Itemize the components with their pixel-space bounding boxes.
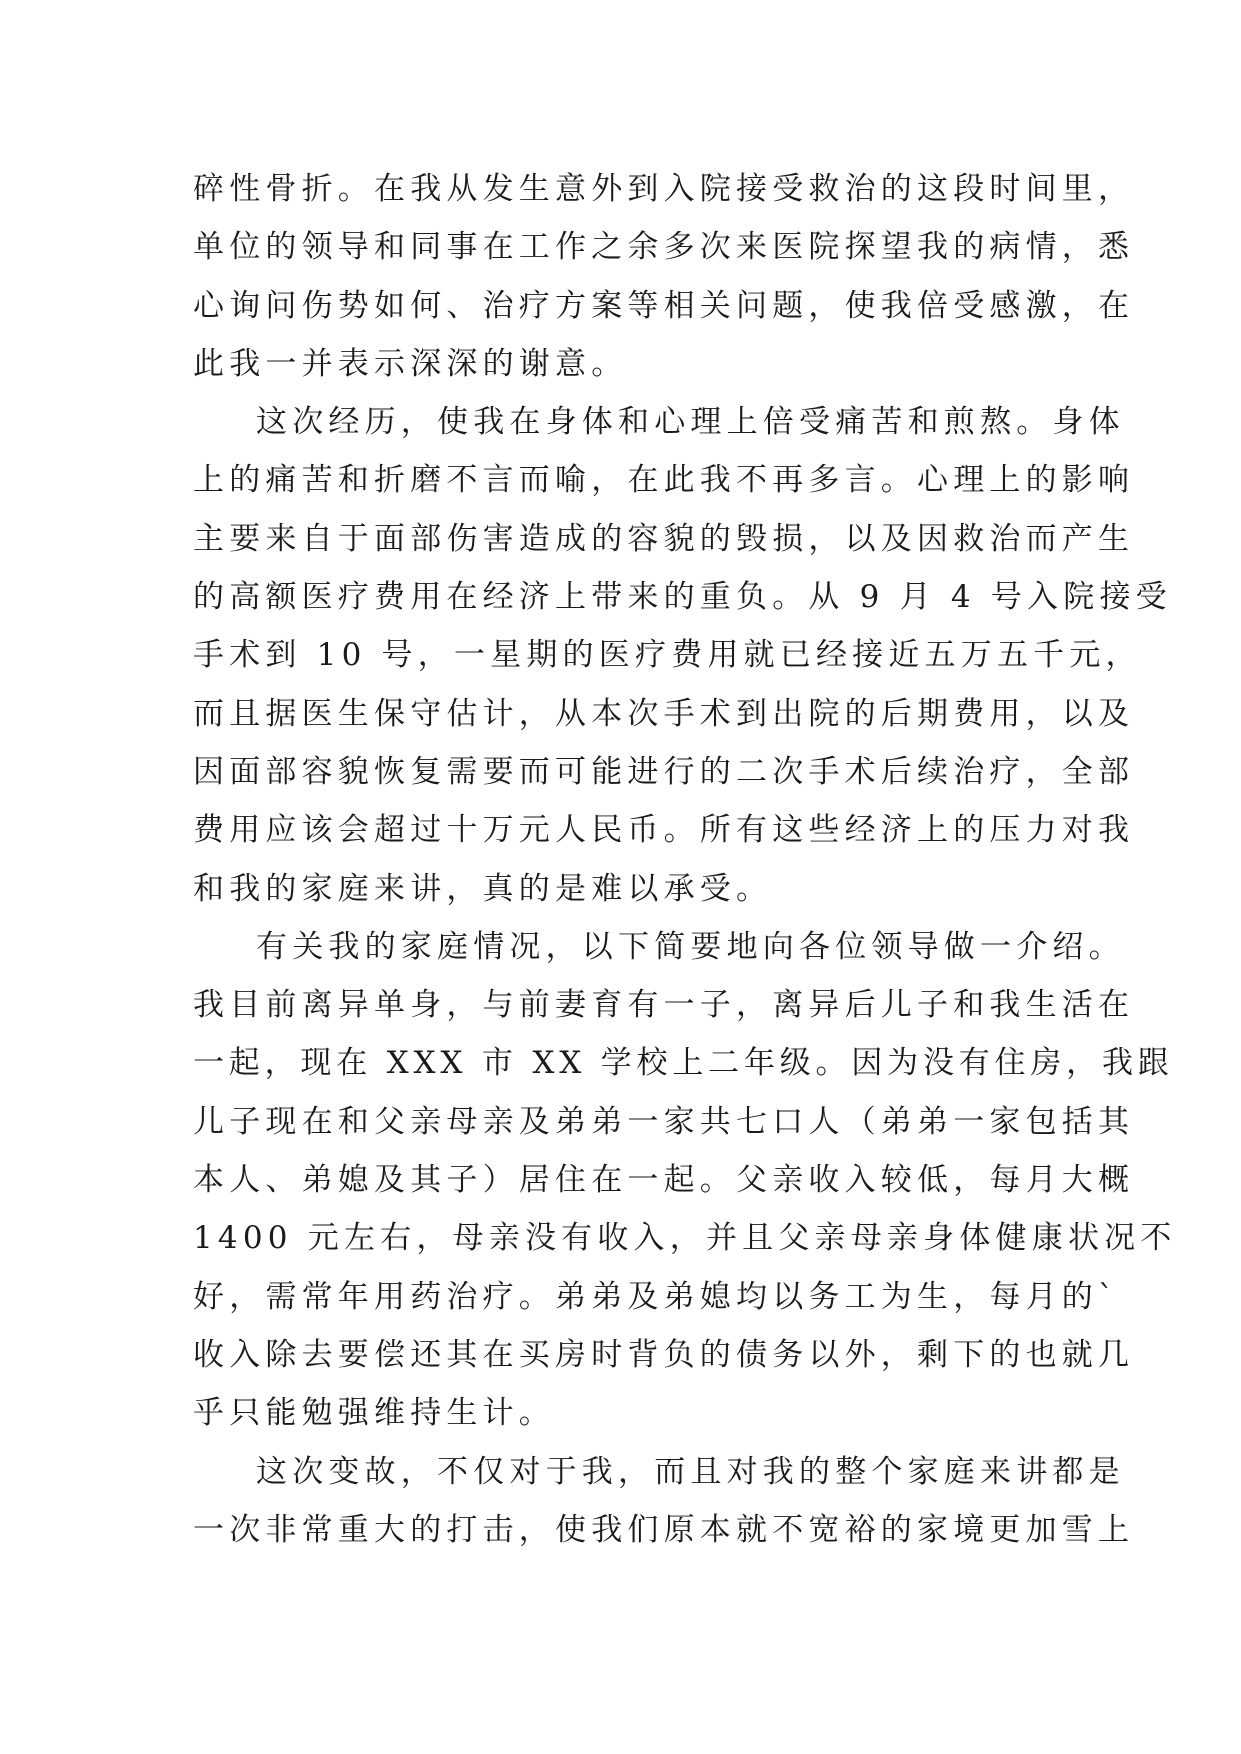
paragraph-2 <box>193 393 1172 918</box>
text-line: 碎性骨折。在我从发生意外到入院接受救治的这段时间里， <box>193 171 1135 207</box>
text-line: 主要来自于面部伤害造成的容貌的毁损，以及因救治而产生 <box>193 520 1135 557</box>
text-line: 的高额医疗费用在经济上带来的重负。从 9 月 4 号入院接受 <box>193 579 1172 616</box>
paragraph-3 <box>193 918 1177 1443</box>
paragraph-1 <box>193 160 1135 393</box>
text-line-indented: 有关我的家庭情况，以下简要地向各位领导做一介绍。 <box>256 928 1125 965</box>
text-line: 收入除去要偿还其在买房时背负的债务以外，剩下的也就几 <box>193 1336 1135 1373</box>
text-line: 此我一并表示深深的谢意。 <box>193 345 628 382</box>
text-line: 和我的家庭来讲，真的是难以承受。 <box>193 870 773 907</box>
text-line: 一起，现在 XXX 市 XX 学校上二年级。因为没有住房，我跟 <box>193 1045 1174 1082</box>
paragraph-4 <box>193 1443 1135 1560</box>
text-line: 而且据医生保守估计，从本次手术到出院的后期费用，以及 <box>193 695 1135 732</box>
text-line: 儿子现在和父亲母亲及弟弟一家共七口人（弟弟一家包括其 <box>193 1103 1135 1140</box>
text-line: 乎只能勉强维持生计。 <box>193 1395 555 1432</box>
text-line-indented: 这次变故，不仅对于我，而且对我的整个家庭来讲都是 <box>256 1453 1125 1490</box>
document-body <box>193 160 1177 1559</box>
text-line: 一次非常重大的打击，使我们原本就不宽裕的家境更加雪上 <box>193 1511 1135 1548</box>
text-line: 好，需常年用药治疗。弟弟及弟媳均以务工为生，每月的` <box>193 1278 1119 1315</box>
text-line: 心询问伤势如何、治疗方案等相关问题，使我倍受感激，在 <box>193 287 1135 324</box>
text-line: 本人、弟媳及其子）居住在一起。父亲收入较低，每月大概 <box>193 1162 1135 1199</box>
text-line: 费用应该会超过十万元人民币。所有这些经济上的压力对我 <box>193 812 1135 849</box>
text-line: 上的痛苦和折磨不言而喻，在此我不再多言。心理上的影响 <box>193 462 1135 499</box>
text-line: 单位的领导和同事在工作之余多次来医院探望我的病情，悉 <box>193 229 1135 266</box>
text-line: 因面部容貌恢复需要而可能进行的二次手术后续治疗，全部 <box>193 753 1135 790</box>
text-line: 1400 元左右，母亲没有收入，并且父亲母亲身体健康状况不 <box>193 1220 1177 1257</box>
text-line-indented: 这次经历，使我在身体和心理上倍受痛苦和煎熬。身体 <box>256 404 1125 441</box>
text-line: 我目前离异单身，与前妻育有一子，离异后儿子和我生活在 <box>193 987 1135 1024</box>
text-line: 手术到 10 号，一星期的医疗费用就已经接近五万五千元， <box>193 637 1142 674</box>
